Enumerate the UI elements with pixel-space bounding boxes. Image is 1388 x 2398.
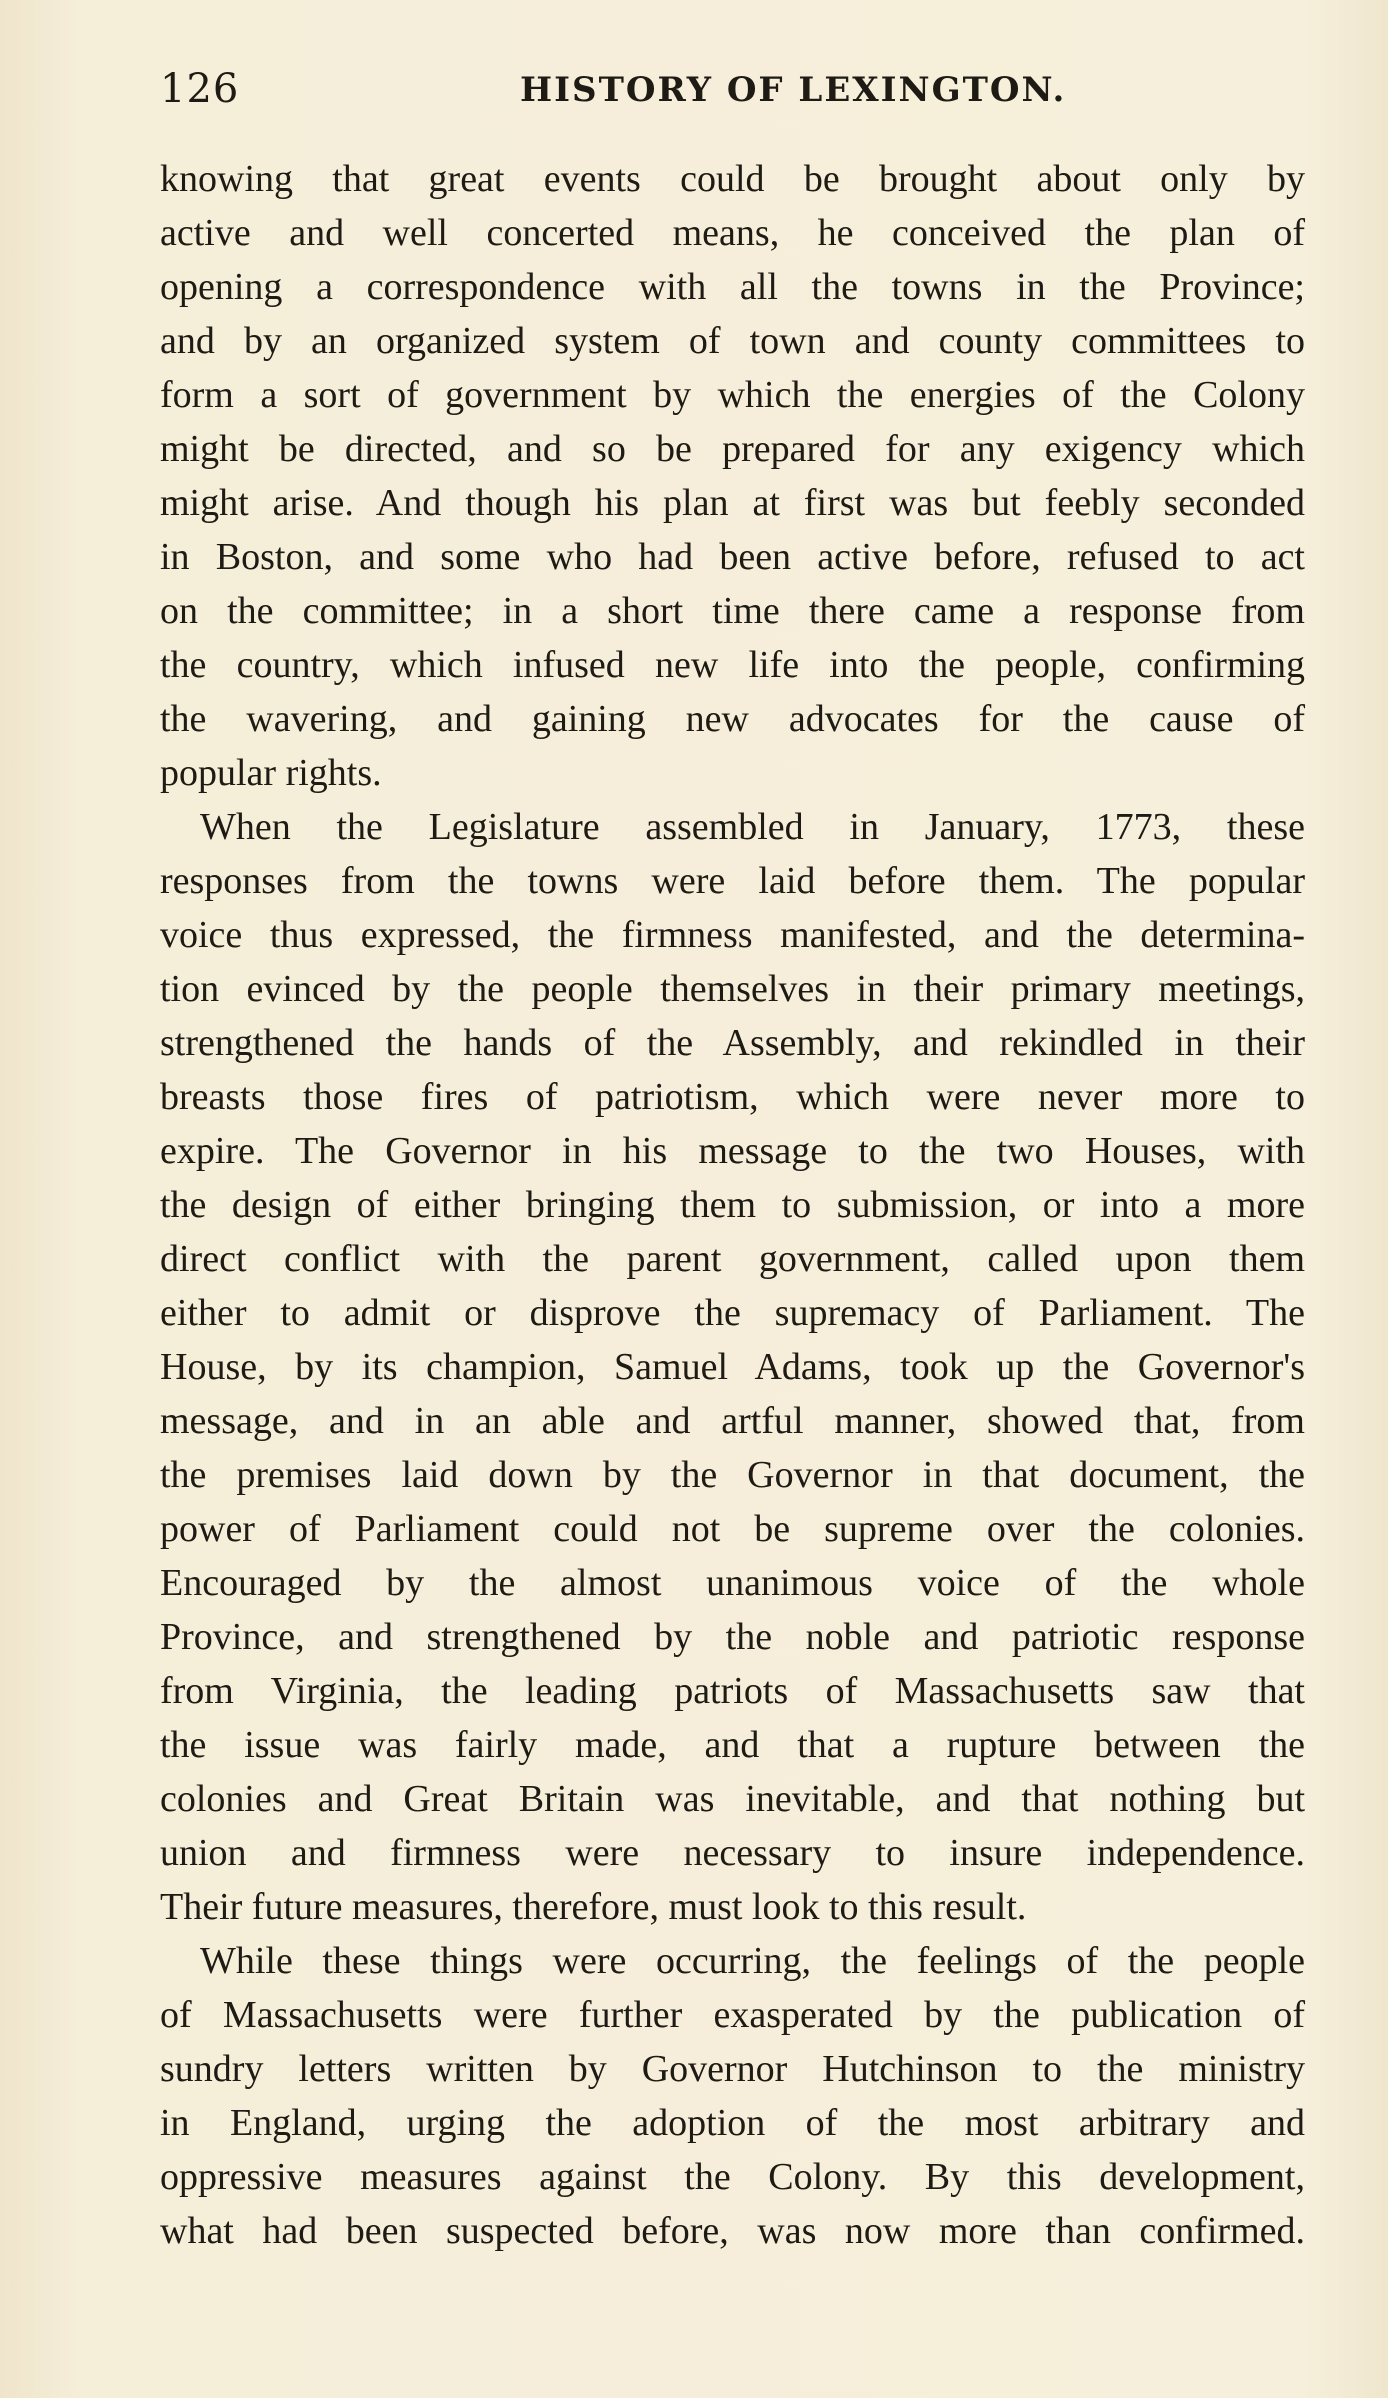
text-line: Encouraged by the almost unanimous voice of the whole (160, 1562, 1305, 1604)
text-line: strengthened the hands of the Assembly, and rekindled in their (160, 1022, 1305, 1064)
text-line: direct conflict with the parent government, called upon them (160, 1238, 1305, 1280)
running-title: HISTORY OF LEXINGTON. (520, 70, 1067, 110)
text-line: of Massachusetts were further exasperated by the publication of (160, 1994, 1305, 2036)
text-line: on the committee; in a short time there came a response from (160, 590, 1305, 632)
paragraph-2 (160, 800, 1305, 1934)
text-line: active and well concerted means, he conceived the plan of (160, 212, 1305, 254)
text-line: tion evinced by the people themselves in their primary meetings, (160, 968, 1305, 1010)
text-line: in England, urging the adoption of the most arbitrary and (160, 2102, 1305, 2144)
text-line: message, and in an able and artful manner, showed that, from (160, 1400, 1305, 1442)
text-line: union and firmness were necessary to insure independence. (160, 1832, 1305, 1874)
text-line: Province, and strengthened by the noble and patriotic response (160, 1616, 1305, 1658)
text-line: popular rights. (160, 752, 382, 794)
paragraph-3 (160, 1934, 1305, 2258)
text-line: either to admit or disprove the supremacy of Parliament. The (160, 1292, 1305, 1334)
text-line: might arise. And though his plan at first was but feebly seconded (160, 482, 1305, 524)
text-line: opening a correspondence with all the towns in the Province; (160, 266, 1305, 308)
page-number: 126 (160, 66, 240, 112)
text-line: the design of either bringing them to submission, or into a more (160, 1184, 1305, 1226)
text-line: While these things were occurring, the feelings of the people (200, 1940, 1305, 1982)
paragraph-1 (160, 152, 1305, 800)
text-line: the wavering, and gaining new advocates for the cause of (160, 698, 1305, 740)
text-line: form a sort of government by which the energies of the Colony (160, 374, 1305, 416)
text-line: knowing that great events could be brought about only by (160, 158, 1305, 200)
page-header (160, 66, 1305, 126)
text-line: voice thus expressed, the firmness manifested, and the determina- (160, 914, 1305, 956)
text-line: in Boston, and some who had been active before, refused to act (160, 536, 1305, 578)
text-line: Their future measures, therefore, must look to this result. (160, 1886, 1027, 1928)
text-line: responses from the towns were laid before them. The popular (160, 860, 1305, 902)
text-line: the premises laid down by the Governor in that document, the (160, 1454, 1305, 1496)
text-line: When the Legislature assembled in January, 1773, these (200, 806, 1305, 848)
text-line: expire. The Governor in his message to the two Houses, with (160, 1130, 1305, 1172)
text-line: the country, which infused new life into the people, confirming (160, 644, 1305, 686)
text-line: breasts those fires of patriotism, which were never more to (160, 1076, 1305, 1118)
text-line: what had been suspected before, was now more than confirmed. (160, 2210, 1305, 2252)
text-line: the issue was fairly made, and that a rupture between the (160, 1724, 1305, 1766)
text-line: power of Parliament could not be supreme over the colonies. (160, 1508, 1305, 1550)
text-line: House, by its champion, Samuel Adams, took up the Governor's (160, 1346, 1305, 1388)
body-text (160, 152, 1305, 2258)
text-line: sundry letters written by Governor Hutchinson to the ministry (160, 2048, 1305, 2090)
text-line: might be directed, and so be prepared for any exigency which (160, 428, 1305, 470)
text-line: colonies and Great Britain was inevitable, and that nothing but (160, 1778, 1305, 1820)
text-line: and by an organized system of town and county committees to (160, 320, 1305, 362)
text-line: from Virginia, the leading patriots of Massachusetts saw that (160, 1670, 1305, 1712)
text-line: oppressive measures against the Colony. By this development, (160, 2156, 1305, 2198)
